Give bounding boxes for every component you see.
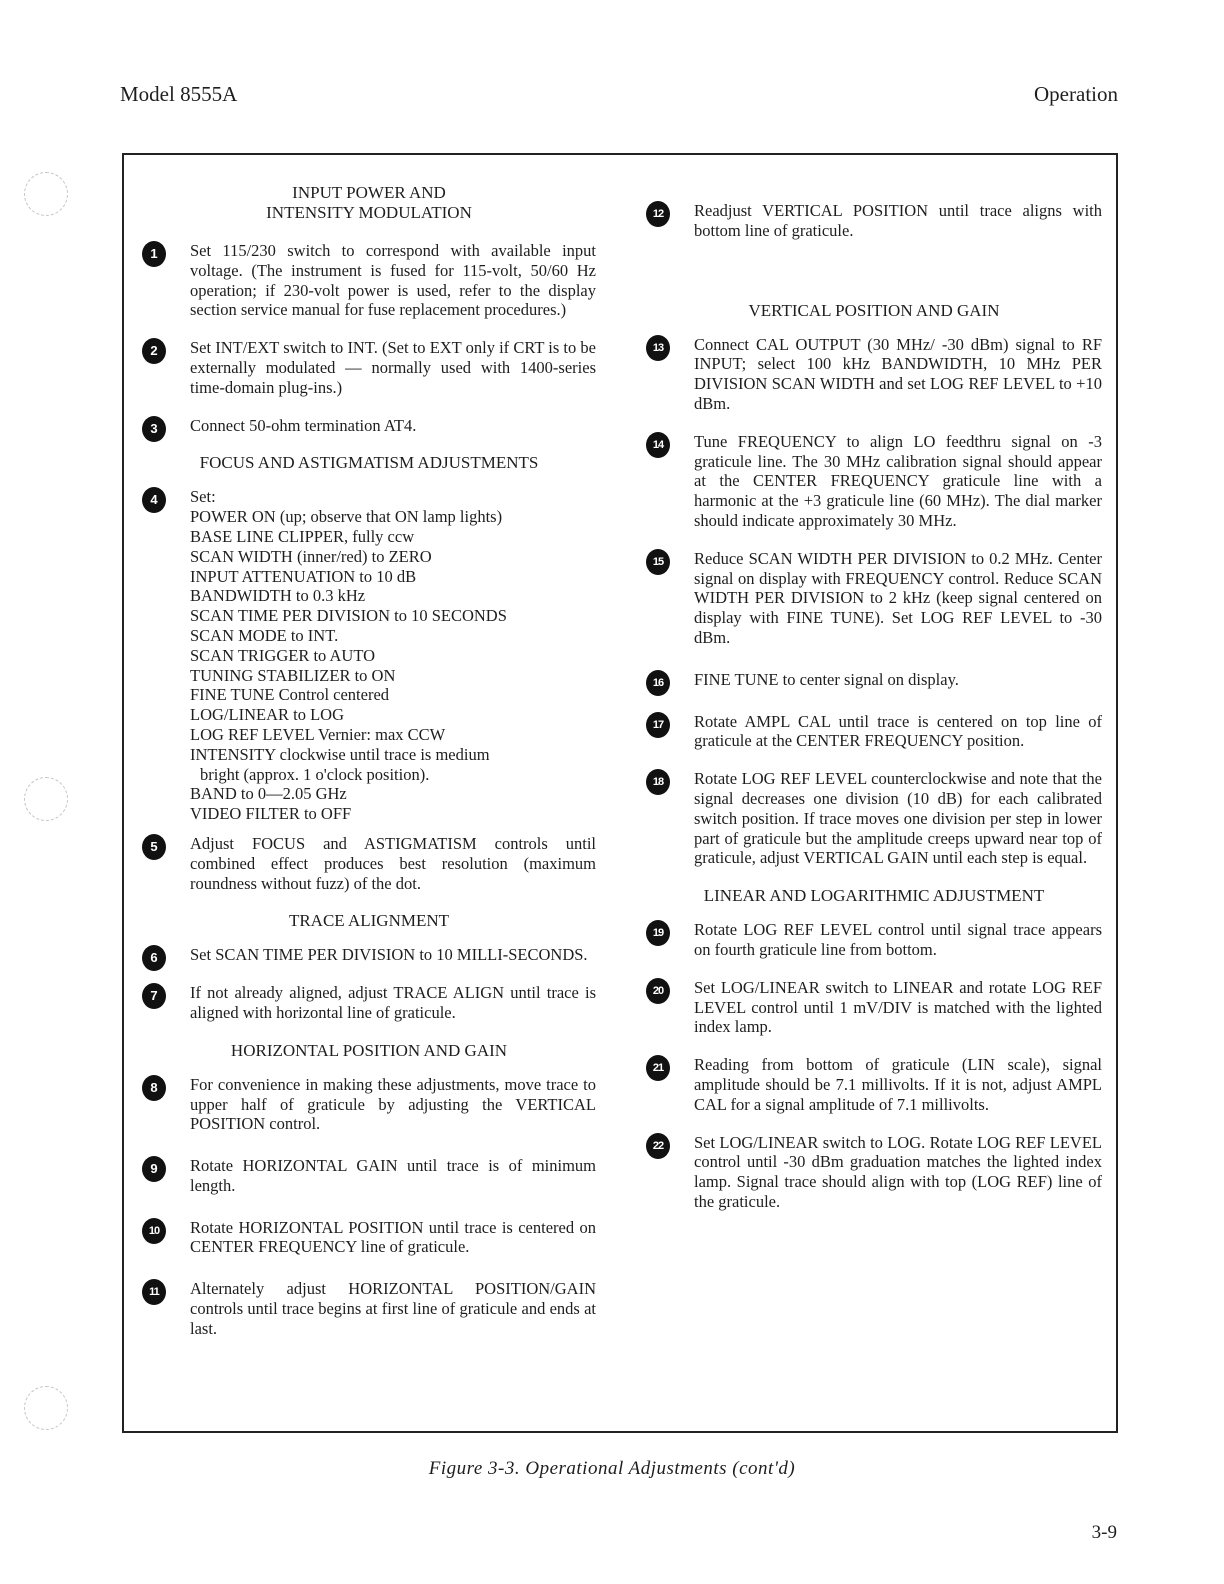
step-17: [646, 712, 1102, 752]
step-text: TUNING STABILIZER to ON: [190, 665, 396, 685]
step-number-badge: 14: [646, 432, 670, 458]
step-text: Alternately adjust HORIZONTAL POSITION/GAIN controls until trace begins at first line of graticule and ends at last.: [190, 1279, 596, 1338]
step-number-badge: 12: [646, 201, 670, 227]
figure-frame: [122, 153, 1118, 1433]
step-11: [142, 1279, 596, 1338]
step-text: Set 115/230 switch to correspond with available input voltage. (The instrument is fused for 115-volt, 50/60 Hz operation; if 230-volt power is used, refer to the display section service manual for fuse replacement procedures.): [190, 241, 596, 320]
step-text: SCAN TIME PER DIVISION to 10 SECONDS: [190, 606, 507, 626]
section-title-line: INTENSITY MODULATION: [266, 203, 472, 222]
step-text: INPUT ATTENUATION to 10 dB: [190, 566, 417, 586]
step-18: [646, 769, 1102, 868]
step-3: [142, 416, 596, 436]
step-text: Adjust FOCUS and ASTIGMATISM controls until combined effect produces best resolution (maximum roundness without fuzz) of the dot.: [190, 833, 596, 893]
step-text: Connect CAL OUTPUT (30 MHz/ -30 dBm) signal to RF INPUT; select 100 kHz BANDWIDTH, 10 MHz PER DIVISION SCAN WIDTH and set LOG REF LEVEL to +10 dBm.: [694, 334, 1102, 413]
section-title: [142, 453, 596, 473]
step-number-badge: 10: [142, 1218, 166, 1244]
step-text: Set LOG/LINEAR switch to LOG. Rotate LOG REF LEVEL control until -30 dBm graduation matches the lighted index lamp. Signal trace should align with top (LOG REF) line of the graticule.: [694, 1132, 1102, 1211]
step-text: For convenience in making these adjustments, move trace to upper half of graticule by adjusting the VERTICAL POSITION control.: [190, 1074, 596, 1134]
step-14: [646, 432, 1102, 531]
step-12: [646, 201, 1102, 241]
header-model: Model 8555A: [120, 82, 238, 106]
step-number-badge: 7: [142, 983, 166, 1009]
step-number-badge: 5: [142, 834, 166, 860]
step-20: [646, 978, 1102, 1037]
section-title: [142, 911, 596, 931]
step-text: Tune FREQUENCY to align LO feedthru signal on -3 graticule line. The 30 MHz calibration signal should appear at the CENTER FREQUENCY graticule line with a harmonic at the +3 graticule line (60 MHz). The dial marker should indicate approximately 30 MHz.: [694, 431, 1102, 530]
step-text: SCAN WIDTH (inner/red) to ZERO: [190, 546, 432, 566]
step-text: Rotate LOG REF LEVEL counterclockwise and note that the signal decreases one division (10 dB) for each calibrated switch position. If trace moves one division per step in lower part of graticule but the amplitude creeps upward near top of graticule, adjust VERTICAL GAIN until each step is equal.: [694, 769, 1102, 868]
step-number-badge: 8: [142, 1075, 166, 1101]
step-text: Readjust VERTICAL POSITION until trace aligns with bottom line of graticule.: [694, 201, 1102, 240]
step-number-badge: 6: [142, 945, 166, 971]
punch-hole-middle: [24, 777, 68, 821]
step-text: BASE LINE CLIPPER, fully ccw: [190, 526, 415, 546]
step-number-badge: 13: [646, 335, 670, 361]
step-text: BANDWIDTH to 0.3 kHz: [190, 586, 366, 606]
figure-caption: Figure 3-3. Operational Adjustments (cont'd): [428, 1458, 796, 1479]
step-text: FINE TUNE Control centered: [190, 685, 390, 705]
section-title-line: HORIZONTAL POSITION AND GAIN: [230, 1040, 508, 1060]
step-text: FINE TUNE to center signal on display.: [694, 669, 959, 689]
page-number: 3-9: [1091, 1522, 1117, 1543]
section-title-line: INPUT POWER AND: [292, 183, 446, 202]
step-2: [142, 338, 596, 397]
step-text: SCAN MODE to INT.: [190, 625, 339, 645]
punch-hole-top: [24, 172, 68, 216]
step-22: [646, 1133, 1102, 1212]
step-text: Rotate HORIZONTAL GAIN until trace is of minimum length.: [190, 1156, 596, 1195]
step-text: Rotate AMPL CAL until trace is centered on top line of graticule at the CENTER FREQUENCY position.: [694, 711, 1102, 751]
step-number-badge: 2: [142, 338, 166, 364]
left-column: [142, 183, 596, 1339]
step-7: [142, 983, 596, 1023]
step-number-badge: 22: [646, 1133, 670, 1159]
step-text: Set:: [190, 487, 216, 507]
section-title: [646, 886, 1102, 906]
step-4: [142, 487, 596, 824]
step-6: [142, 945, 596, 965]
punch-hole-bottom: [24, 1386, 68, 1430]
step-number-badge: 15: [646, 549, 670, 575]
step-text: If not already aligned, adjust TRACE ALIGN until trace is aligned with horizontal line of graticule.: [190, 983, 596, 1022]
step-text: BAND to 0—2.05 GHz: [190, 784, 347, 804]
step-text: Reduce SCAN WIDTH PER DIVISION to 0.2 MHz. Center signal on display with FREQUENCY control. Reduce SCAN WIDTH PER DIVISION to 2 kHz (keep signal centered on display with FINE TUNE). Set LOG REF LEVEL to -30 dBm.: [694, 548, 1102, 647]
step-5: [142, 834, 596, 893]
step-text: VIDEO FILTER to OFF: [190, 804, 352, 824]
step-number-badge: 17: [646, 712, 670, 738]
section-title-line: FOCUS AND ASTIGMATISM ADJUSTMENTS: [199, 453, 539, 473]
step-text: bright (approx. 1 o'clock position).: [200, 764, 430, 784]
step-10: [142, 1218, 596, 1258]
right-column: [646, 183, 1102, 1212]
step-text: Set INT/EXT switch to INT. (Set to EXT only if CRT is to be externally modulated — normally used with 1400-series time-domain plug-ins.): [190, 338, 596, 397]
step-text: SCAN TRIGGER to AUTO: [190, 645, 376, 665]
step-21: [646, 1055, 1102, 1114]
step-text: LOG/LINEAR to LOG: [190, 705, 344, 725]
section-title: [646, 301, 1102, 321]
step-text: Rotate LOG REF LEVEL control until signal trace appears on fourth graticule line from bottom.: [694, 920, 1102, 959]
step-text: Reading from bottom of graticule (LIN scale), signal amplitude should be 7.1 millivolts. If it is not, adjust AMPL CAL for a signal amplitude of 7.1 millivolts.: [694, 1055, 1102, 1114]
step-number-badge: 1: [142, 241, 166, 267]
step-text: Set LOG/LINEAR switch to LINEAR and rotate LOG REF LEVEL control until 1 mV/DIV is matched with the lighted index lamp.: [694, 977, 1102, 1037]
step-text: Rotate HORIZONTAL POSITION until trace is centered on CENTER FREQUENCY line of graticule.: [190, 1217, 596, 1257]
section-title-line: TRACE ALIGNMENT: [288, 911, 450, 931]
step-8: [142, 1075, 596, 1134]
step-number-badge: 21: [646, 1055, 670, 1081]
step-number-badge: 3: [142, 416, 166, 442]
step-text: Connect 50-ohm termination AT4.: [190, 415, 417, 435]
step-1: [142, 241, 596, 320]
step-text: LOG REF LEVEL Vernier: max CCW: [190, 724, 446, 744]
step-13: [646, 335, 1102, 414]
step-text: INTENSITY clockwise until trace is medium: [190, 744, 490, 764]
section-title: [142, 1041, 596, 1061]
section-title: [142, 183, 596, 223]
step-number-badge: 20: [646, 978, 670, 1004]
step-15: [646, 549, 1102, 648]
step-number-badge: 19: [646, 920, 670, 946]
step-9: [142, 1156, 596, 1196]
step-number-badge: 16: [646, 670, 670, 696]
step-text: POWER ON (up; observe that ON lamp lights): [190, 507, 503, 527]
step-16: [646, 670, 1102, 690]
section-title-line: LINEAR AND LOGARITHMIC ADJUSTMENT: [703, 886, 1045, 906]
step-19: [646, 920, 1102, 960]
header-section: Operation: [1034, 82, 1118, 106]
step-number-badge: 4: [142, 487, 166, 513]
section-title-line: VERTICAL POSITION AND GAIN: [748, 300, 1000, 320]
step-number-badge: 9: [142, 1156, 166, 1182]
step-number-badge: 11: [142, 1279, 166, 1305]
step-number-badge: 18: [646, 769, 670, 795]
step-text: Set SCAN TIME PER DIVISION to 10 MILLI-SECONDS.: [190, 945, 588, 965]
